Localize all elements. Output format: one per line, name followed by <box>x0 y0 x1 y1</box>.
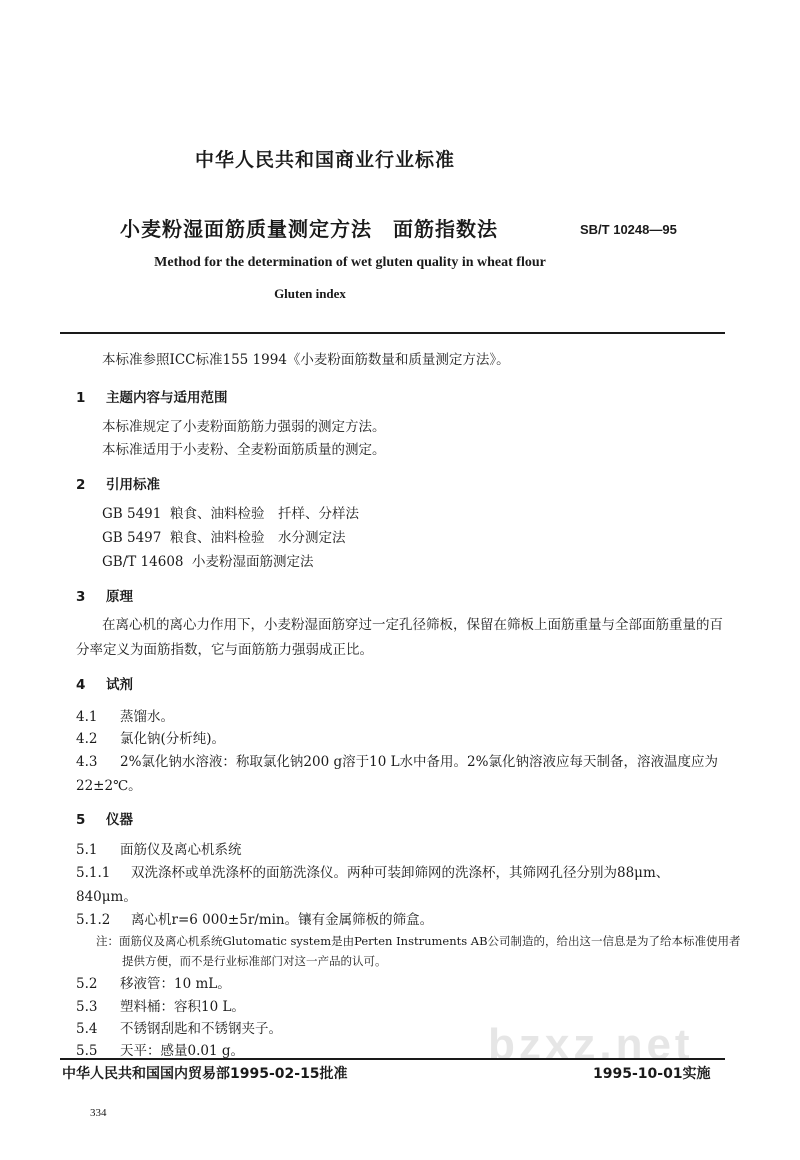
section-1-heading <box>76 386 228 406</box>
section-1-line: 本标准规定了小麦粉面筋筋力强弱的测定方法。 <box>102 419 386 435</box>
item-text: 2%氯化钠水溶液：称取氯化钠200 g溶于10 L水中备用。2%氯化钠溶液应每天制备，溶液温度应为22±2℃。 <box>76 754 718 794</box>
reference-item <box>102 502 359 522</box>
section-5-number: 5 <box>76 812 86 828</box>
document-title: 小麦粉湿面筋质量测定方法 面筋指数法 <box>120 217 498 241</box>
reference-item <box>102 526 346 546</box>
watermark: bzxz.net <box>488 1020 694 1069</box>
reference-name: 粮食、油料检验 水分测定法 <box>170 530 346 546</box>
section-3-heading <box>76 585 133 605</box>
item-number: 5.1 <box>76 842 98 858</box>
section-5-title: 仪器 <box>106 812 133 828</box>
instrument-item <box>76 1039 244 1059</box>
footer-divider <box>60 1058 725 1060</box>
item-number: 4.3 <box>76 754 98 770</box>
intro-paragraph: 本标准参照ICC标准155 1994《小麦粉面筋数量和质量测定方法》。 <box>102 352 510 368</box>
section-1-line: 本标准适用于小麦粉、全麦粉面筋质量的测定。 <box>102 442 386 458</box>
section-4-heading <box>76 673 133 693</box>
section-4-number: 4 <box>76 677 86 693</box>
reference-item <box>102 550 314 570</box>
english-subtitle: Gluten index <box>274 286 346 301</box>
item-text: 不锈钢刮匙和不锈钢夹子。 <box>120 1021 282 1037</box>
item-number: 5.5 <box>76 1043 98 1059</box>
item-number: 5.1.2 <box>76 912 111 928</box>
effective-date: 1995-10-01实施 <box>593 1066 711 1082</box>
item-text: 面筋仪及离心机系统 <box>120 842 242 858</box>
standard-org-title: 中华人民共和国商业行业标准 <box>194 149 455 171</box>
section-1-number: 1 <box>76 390 86 406</box>
section-3-number: 3 <box>76 589 86 605</box>
item-number: 5.4 <box>76 1021 98 1037</box>
instrument-item <box>76 838 242 858</box>
approval-date: 中华人民共和国国内贸易部1995-02-15批准 <box>62 1066 348 1082</box>
instrument-item <box>76 995 245 1015</box>
instrument-item <box>76 861 724 909</box>
section-3-paragraph: 在离心机的离心力作用下，小麦粉湿面筋穿过一定孔径筛板，保留在筛板上面筋重量与全部面筋重量的百分率定义为面筋指数，它与面筋筋力强弱成正比。 <box>76 617 723 658</box>
section-2-number: 2 <box>76 477 86 493</box>
instrument-note: 注：面筋仪及离心机系统Glutomatic system是由Perten Instruments AB公司制造的，给出这一信息是为了给本标准使用者提供方便，而不是行业标准部门对这一产品的认可。 <box>96 934 741 968</box>
item-text: 天平：感量0.01 g。 <box>120 1043 244 1059</box>
item-number: 4.2 <box>76 731 98 747</box>
instrument-item <box>76 908 433 928</box>
section-2-title: 引用标准 <box>106 477 160 493</box>
instrument-item <box>76 1017 282 1037</box>
item-text: 移液管：10 mL。 <box>120 976 231 992</box>
section-4-title: 试剂 <box>106 677 133 693</box>
item-text: 塑料桶：容积10 L。 <box>120 999 245 1015</box>
page-number: 334 <box>90 1107 107 1119</box>
item-number: 5.3 <box>76 999 98 1015</box>
reagent-item <box>76 750 724 798</box>
section-5-heading <box>76 808 133 828</box>
item-number: 5.2 <box>76 976 98 992</box>
reference-code: GB 5497 <box>102 530 162 546</box>
reference-name: 小麦粉湿面筋测定法 <box>192 554 314 570</box>
item-text: 氯化钠(分析纯)。 <box>120 731 226 747</box>
item-text: 离心机r=6 000±5r/min。镶有金属筛板的筛盒。 <box>131 912 434 928</box>
reagent-item <box>76 727 225 747</box>
reference-code: GB 5491 <box>102 506 162 522</box>
english-title: Method for the determination of wet gluten quality in wheat flour <box>154 255 546 270</box>
item-number: 4.1 <box>76 709 98 725</box>
instrument-item <box>76 972 231 992</box>
reference-code: GB/T 14608 <box>102 554 184 570</box>
header-divider <box>60 332 725 334</box>
section-2-heading <box>76 473 160 493</box>
standard-code: SB/T 10248—95 <box>580 222 677 237</box>
section-3-title: 原理 <box>106 589 133 605</box>
item-text: 双洗涤杯或单洗涤杯的面筋洗涤仪。两种可装卸筛网的洗涤杯，其筛网孔径分别为88μm、840μm。 <box>76 865 670 905</box>
item-text: 蒸馏水。 <box>120 709 174 725</box>
section-1-title: 主题内容与适用范围 <box>106 390 228 406</box>
item-number: 5.1.1 <box>76 865 111 881</box>
reagent-item <box>76 705 174 725</box>
reference-name: 粮食、油料检验 扦样、分样法 <box>170 506 359 522</box>
